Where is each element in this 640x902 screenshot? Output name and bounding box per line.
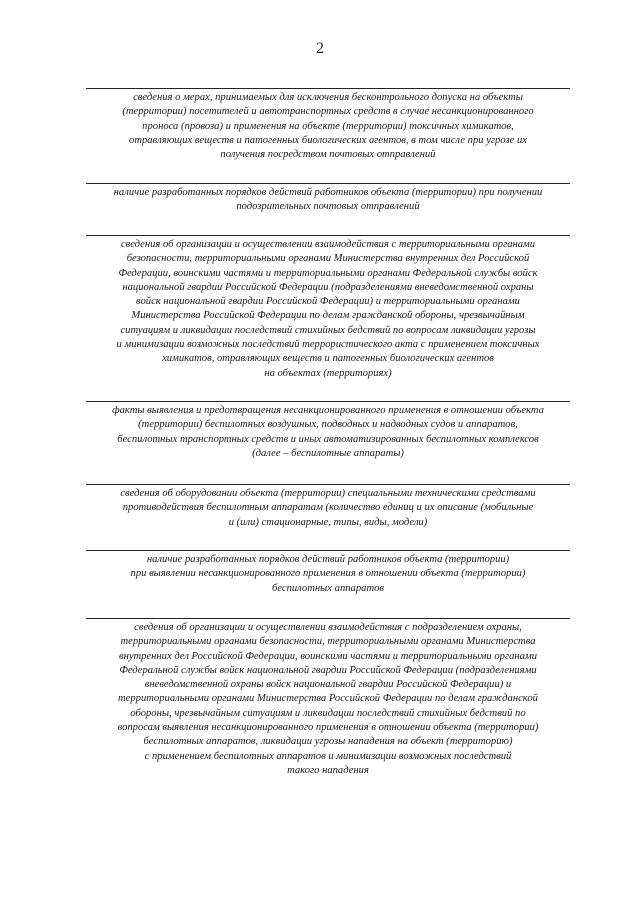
field-block-7 (86, 618, 570, 778)
field-block-5 (86, 484, 570, 530)
field-caption: сведения об оборудовании объекта (территории) специальными техническими средствами противодействия беспилотным аппаратам (количество единиц и их описание (мобильные и (или) стационарные, типы, виды, модели) (120, 488, 536, 528)
page-number: 2 (316, 40, 324, 57)
field-caption: сведения о мерах, принимаемых для исключения бесконтрольного допуска на объекты (территории) посетителей и автотранспортных средств в случае несанкционированного проноса (провоза) и применения на объекте (территории) токсичных химикатов, отравляющих веществ и патогенных биологических агентов, в том числе при угрозе их получения посредством почтовых отправлений (122, 92, 534, 161)
field-block-6 (86, 550, 570, 596)
field-block-1 (86, 88, 570, 162)
field-block-4 (86, 401, 570, 461)
blank-line (86, 618, 570, 619)
blank-line (86, 550, 570, 551)
field-block-2 (86, 183, 570, 215)
field-caption: сведения об организации и осуществлении взаимодействия с территориальными органами безопасности, территориальными органами Министерства внутренних дел Российской Федерации, воинскими частями и территориальными органами Федеральной службы войск национальной гвардии Российской Федерации (подразделениями вневедомственной охраны войск национальной гвардии Российской Федерации) и территориальными органами Министерства Российской Федерации по делам гражданской обороны, чрезвычайным ситуациям и ликвидации последствий стихийных бедствий по вопросам ликвидации угрозы и минимизации возможных последствий террористического акта с применением токсичных химикатов, отравляющих веществ и патогенных биологических агентов на объектах (территориях) (116, 239, 540, 379)
field-block-3 (86, 235, 570, 381)
field-caption: наличие разработанных порядков действий работников объекта (территории) при выявлении несанкционированного применения в отношении объекта (территории) беспилотных аппаратов (130, 554, 526, 594)
blank-line (86, 401, 570, 402)
field-caption: сведения об организации и осуществлении взаимодействия с подразделением охраны, территориальными органами безопасности, территориальными органами Министерства внутренних дел Российской Федерации, воинскими частями и территориальными органами Федеральной службы войск национальной гвардии Российской Федерации (подразделениями вневедомственной охраны войск национальной гвардии Российской Федерации) и территориальными органами Министерства Российской Федерации по делам гражданской обороны, чрезвычайным ситуациям и ликвидации последствий стихийных бедствий по вопросам выявления несанкционированного применения в отношении объекта (территории) беспилотных аппаратов, ликвидации угрозы нападения на объект (территорию) с применением беспилотных аппаратов и минимизации возможных последствий такого нападения (117, 622, 539, 776)
field-caption: наличие разработанных порядков действий работников объекта (территории) при получении подозрительных почтовых отправлений (113, 187, 543, 213)
blank-line (86, 183, 570, 184)
blank-line (86, 484, 570, 485)
field-caption: факты выявления и предотвращения несанкционированного применения в отношении объекта (территории) беспилотных воздушных, подводных и надводных судов и аппаратов, беспилотных транспортных средств и иных автоматизированных беспилотных комплексов (далее – беспилотные аппараты) (112, 405, 544, 459)
blank-line (86, 88, 570, 89)
blank-line (86, 235, 570, 236)
